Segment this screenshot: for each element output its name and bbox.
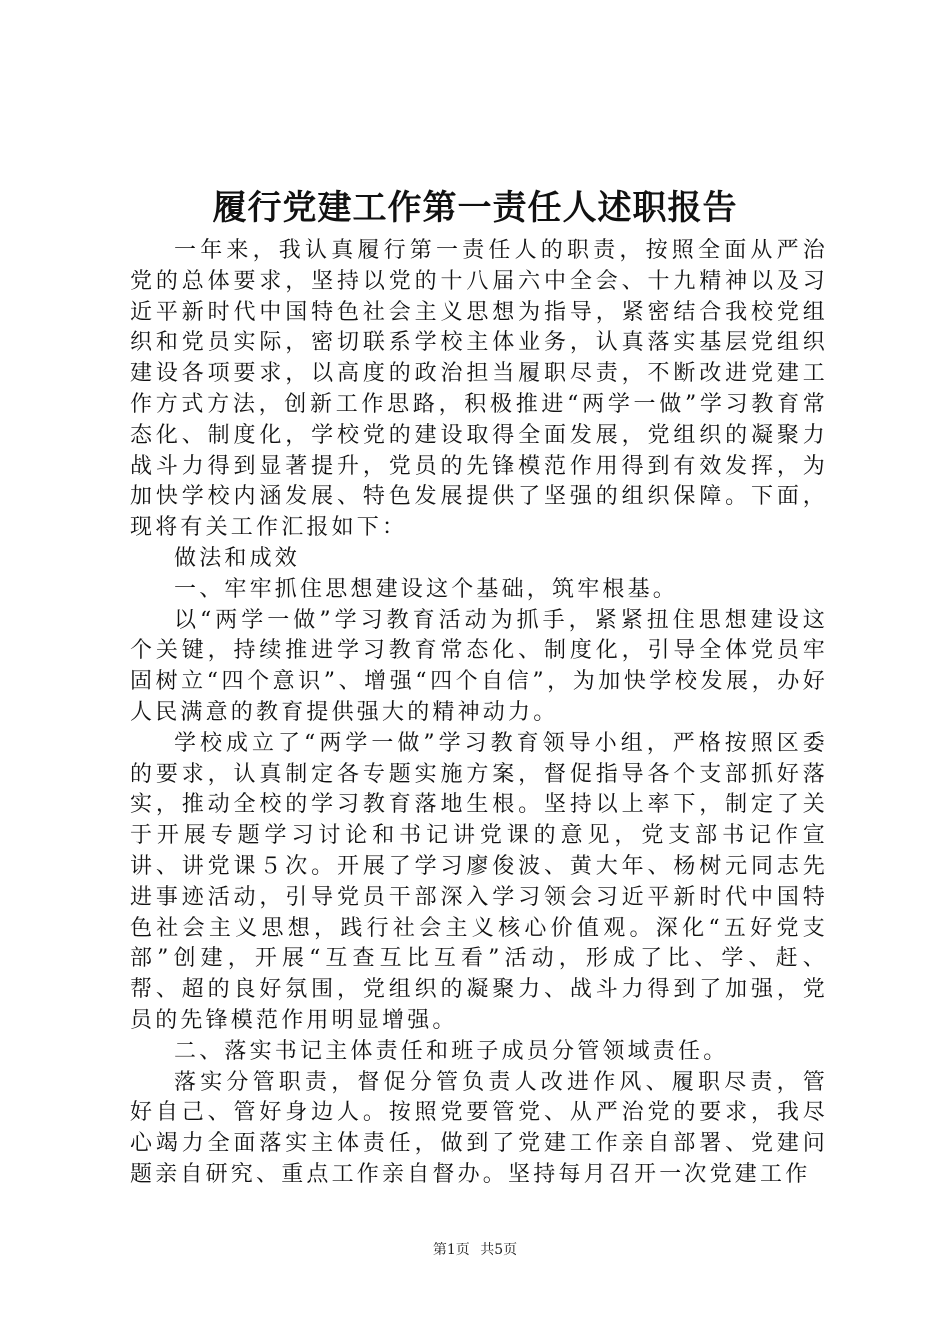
page-number: 第1页 (432, 1242, 470, 1258)
paragraph-1a: 以“两学一做”学习教育活动为抓手，紧紧扭住思想建设这个关键，持续推进学习教育常态化、制度化，引导全体党员牢固树立“四个意识”、增强“四个自信”，为加快学校发展，办好人民满意的教育提供强大的精神动力。 (130, 607, 828, 725)
paragraph-intro: 一年来，我认真履行第一责任人的职责，按照全面从严治党的总体要求，坚持以党的十八届六中全会、十九精神以及习近平新时代中国特色社会主义思想为指导，紧密结合我校党组织和党员实际，密切联系学校主体业务，认真落实基层党组织建设各项要求，以高度的政治担当履职尽责，不断改进党建工作方式方法，创新工作思路，积极推进“两学一做”学习教育常态化、制度化，学校党的建设取得全面发展，党组织的凝聚力战斗力得到显著提升，党员的先锋模范作用得到有效发挥，为加快学校内涵发展、特色发展提供了坚强的组织保障。下面，现将有关工作汇报如下： (130, 238, 828, 541)
paragraph-section-heading: 做法和成效 (174, 545, 301, 571)
paragraph-heading-1: 一、牢牢抓住思想建设这个基础，筑牢根基。 (174, 576, 679, 602)
document-body (130, 236, 828, 1191)
paragraph-heading-2: 二、落实书记主体责任和班子成员分管领域责任。 (174, 1038, 729, 1064)
document-title: 履行党建工作第一责任人述职报告 (212, 188, 738, 228)
page-total: 共5页 (480, 1242, 518, 1258)
page-footer (0, 1240, 950, 1260)
paragraph-1b: 学校成立了“两学一做”学习教育领导小组，严格按照区委的要求，认真制定各专题实施方案，督促指导各个支部抓好落实，推动全校的学习教育落地生根。坚持以上率下，制定了关于开展专题学习讨论和书记讲党课的意见，党支部书记作宣讲、讲党课５次。开展了学习廖俊波、黄大年、杨树元同志先进事迹活动，引导党员干部深入学习领会习近平新时代中国特色社会主义思想，践行社会主义核心价值观。深化“五好党支部”创建，开展“互查互比互看”活动，形成了比、学、赶、帮、超的良好氛围，党组织的凝聚力、战斗力得到了加强，党员的先锋模范作用明显增强。 (130, 730, 828, 1033)
paragraph-2a: 落实分管职责，督促分管负责人改进作风、履职尽责，管好自己、管好身边人。按照党要管党、从严治党的要求，我尽心竭力全面落实主体责任，做到了党建工作亲自部署、党建问题亲自研究、重点工作亲自督办。坚持每月召开一次党建工作 (130, 1069, 828, 1187)
